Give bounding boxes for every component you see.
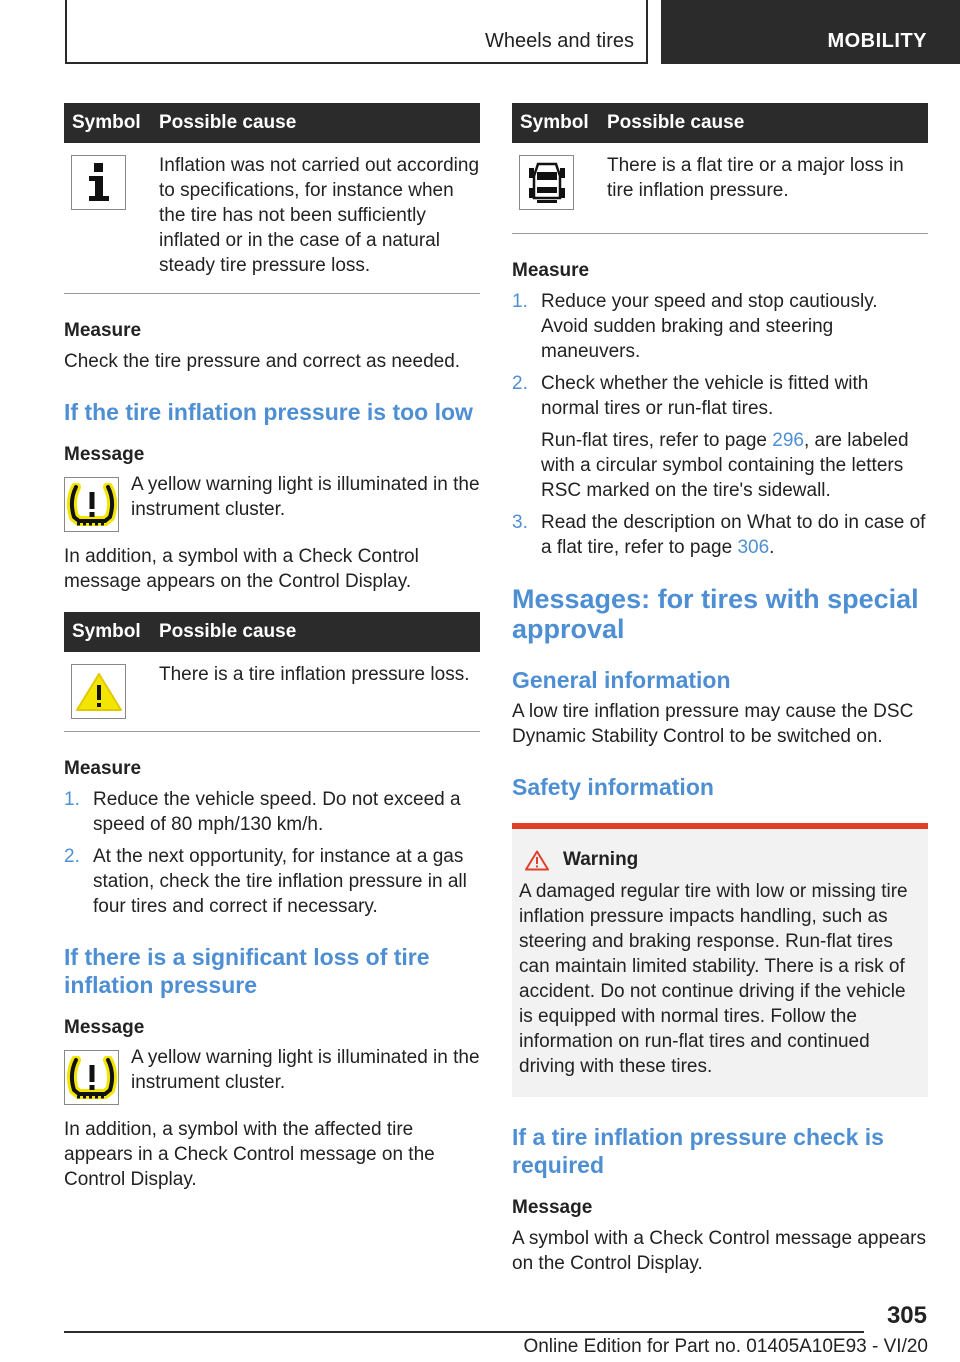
- table-row: [64, 143, 480, 294]
- table-row: [64, 652, 480, 732]
- list-item: 2. Check whether the vehicle is fitted with normal tires or run-flat tires. Run-flat tires, refer to page 296, are labeled with a circular symbol containing the letters RSC marked on the tire's sidewall.: [512, 373, 909, 501]
- message-text: A yellow warning light is illuminated in the instrument cluster.: [131, 1047, 480, 1093]
- measure-steps: [64, 787, 480, 919]
- message-text: A yellow warning light is illuminated in the instrument cluster.: [131, 474, 480, 520]
- section-label: MOBILITY: [827, 30, 927, 52]
- right-column: [512, 103, 928, 1276]
- heading-general-information: General information: [512, 667, 731, 693]
- measure-label: Measure: [64, 758, 142, 779]
- list-item: 3. Read the description on What to do in case of a flat tire, refer to page 306.: [512, 512, 926, 558]
- section-tab: [661, 0, 960, 64]
- col-cause-header: Possible cause: [151, 103, 480, 143]
- addition-text: In addition, a symbol with a Check Control message appears on the Control Display.: [64, 546, 419, 592]
- col-cause-header: Possible cause: [151, 612, 480, 652]
- general-text: A low tire inflation pressure may cause the DSC Dynamic Stability Control to be switched on.: [512, 701, 914, 747]
- footer-rule: [64, 1331, 864, 1333]
- warning-box: [512, 823, 928, 1097]
- list-item: 1. Reduce your speed and stop cautiously. Avoid sudden braking and steering maneuvers.: [512, 291, 878, 362]
- measure-label: Measure: [64, 320, 142, 341]
- warning-title: Warning: [563, 849, 639, 870]
- col-cause-header: Possible cause: [599, 103, 928, 143]
- addition-text: In addition, a symbol with the affected tire appears in a Check Control message on the Control Display.: [64, 1119, 435, 1190]
- message-label: Message: [512, 1197, 593, 1218]
- message-label: Message: [64, 1017, 145, 1038]
- possible-cause-text: There is a tire inflation pressure loss.: [151, 652, 480, 732]
- possible-cause-text: Inflation was not carried out according to specifications, for instance when the tire has not been sufficiently inflated or in the case of a natural steady tire pressure loss.: [151, 143, 480, 294]
- page-link-296[interactable]: 296: [772, 430, 804, 451]
- measure-label: Measure: [512, 260, 590, 281]
- info-icon: [71, 155, 126, 210]
- car-tires-icon: [519, 155, 574, 210]
- col-symbol-header: Symbol: [64, 612, 151, 652]
- heading-significant-loss: If there is a significant loss of tire inflation pressure: [64, 944, 430, 998]
- list-item: 2. At the next opportunity, for instance at a gas station, check the tire inflation pressure in all four tires and correct if necessary.: [64, 846, 467, 917]
- message-row: [64, 472, 480, 532]
- warning-text: A damaged regular tire with low or missing tire inflation pressure impacts handling, such as steering and braking response. Run-flat tires can maintain limited stability. There is a risk of accident. Do not continue driving if the vehicle is equipped with normal tires. Follow the information on run-flat tires and continued driving with these tires.: [519, 881, 908, 1077]
- heading-pressure-too-low: If the tire inflation pressure is too low: [64, 399, 473, 425]
- message-row: [64, 1045, 480, 1105]
- col-symbol-header: Symbol: [512, 103, 599, 143]
- possible-cause-text: There is a flat tire or a major loss in tire inflation pressure.: [599, 143, 928, 234]
- left-column: [64, 103, 480, 1192]
- warning-triangle-icon: [71, 664, 126, 719]
- tire-pressure-warning-icon: [64, 477, 119, 532]
- chapter-title: Wheels and tires: [485, 30, 634, 52]
- heading-pressure-check: If a tire inflation pressure check is required: [512, 1124, 884, 1178]
- message-label: Message: [64, 444, 145, 465]
- warning-triangle-icon: [525, 850, 549, 871]
- message-text: A symbol with a Check Control message appears on the Control Display.: [512, 1228, 926, 1274]
- symbol-table-info: [64, 103, 480, 294]
- measure-steps: [512, 289, 928, 560]
- table-row: [512, 143, 928, 234]
- edition-footer: Online Edition for Part no. 01405A10E93 - VI/20: [523, 1336, 928, 1357]
- heading-safety-information: Safety information: [512, 774, 714, 800]
- symbol-table-warning: [64, 612, 480, 732]
- symbol-table-flat-tire: [512, 103, 928, 234]
- heading-special-approval: Messages: for tires with special approval: [512, 584, 919, 644]
- list-item: 1. Reduce the vehicle speed. Do not exceed a speed of 80 mph/130 km/h.: [64, 789, 461, 835]
- measure-text: Check the tire pressure and correct as needed.: [64, 351, 461, 372]
- page-number: 305: [886, 1302, 927, 1329]
- header-frame: [65, 0, 648, 64]
- page-link-306[interactable]: 306: [737, 537, 770, 558]
- col-symbol-header: Symbol: [64, 103, 151, 143]
- tire-pressure-warning-icon: [64, 1050, 119, 1105]
